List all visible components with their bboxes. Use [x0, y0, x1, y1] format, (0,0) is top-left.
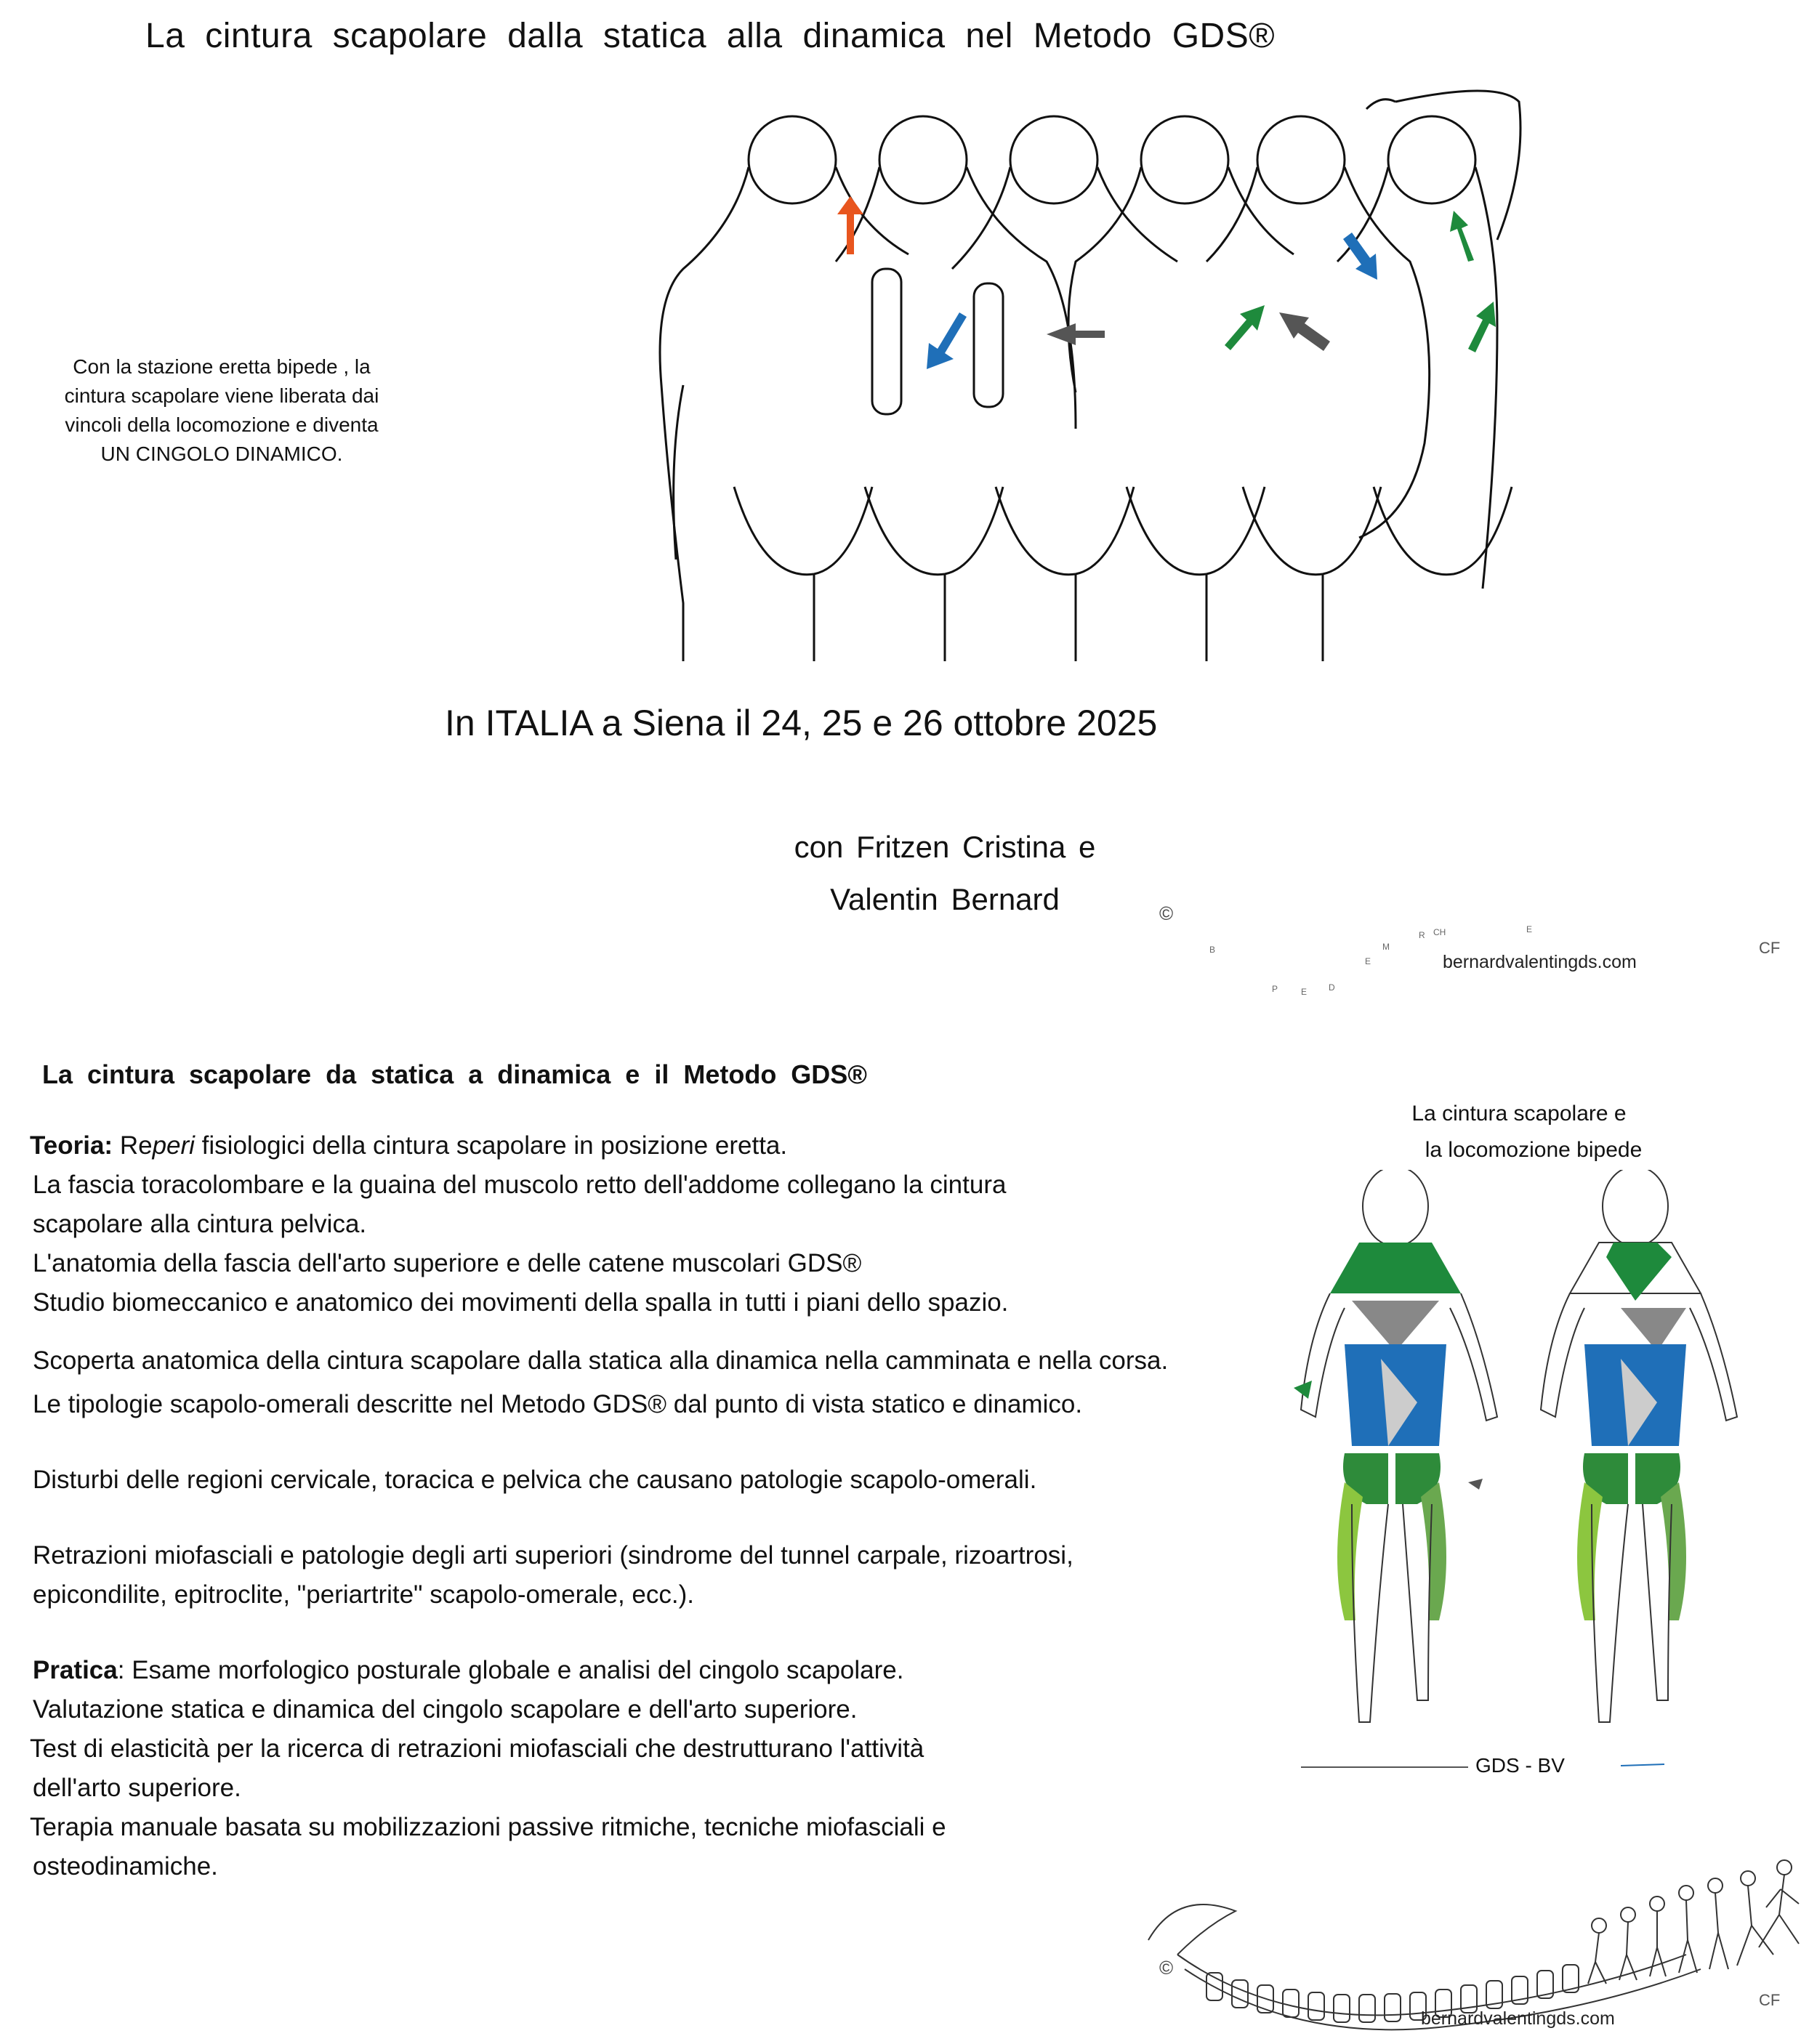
teachers — [727, 821, 1163, 926]
body-line: La fascia toracolombare e la guaina del muscolo retto dell'addome collegano la cintura — [33, 1171, 1007, 1199]
arc-letter: R — [1419, 930, 1425, 940]
walking-figure-right — [1541, 1170, 1737, 1722]
event-date-location: In ITALIA a Siena il 24, 25 e 26 ottobre 2025 — [445, 703, 1158, 743]
arc-letter: E — [1365, 956, 1371, 966]
page-title: La cintura scapolare dalla statica alla dinamica nel Metodo GDS® — [145, 17, 1276, 55]
figure-5 — [1206, 116, 1430, 661]
arc-letter: D — [1329, 982, 1335, 993]
teachers-line: con Fritzen Cristina e — [794, 830, 1096, 864]
muscle-chains-illustration — [1272, 1170, 1795, 1788]
body-line: Terapia manuale basata su mobilizzazioni passive ritmiche, tecniche miofasciali e — [30, 1813, 946, 1841]
pratica-label: Pratica — [33, 1656, 118, 1684]
green-arrow-3 — [1468, 302, 1496, 352]
body-line: Valutazione statica e dinamica del cingolo scapolare e dell'arto superiore. — [33, 1695, 858, 1724]
section-heading: La cintura scapolare da statica a dinamica e il Metodo GDS® — [42, 1059, 867, 1089]
website-link[interactable]: bernardvalentingds.com — [1443, 952, 1637, 972]
initials-bottom: CF — [1759, 1991, 1781, 2009]
intro-line: Con la stazione eretta bipede , la — [73, 355, 371, 378]
body-line: Disturbi delle regioni cervicale, toracica e pelvica che causano patologie scapolo-omerali. — [33, 1466, 1037, 1494]
intro-text — [29, 352, 414, 469]
body-line: dell'arto superiore. — [33, 1774, 241, 1802]
intro-line: vincoli della locomozione e diventa — [65, 413, 379, 436]
initials: CF — [1759, 939, 1781, 957]
caption-line: La cintura scapolare e — [1411, 1102, 1627, 1126]
pratica-line: Pratica: Esame morfologico posturale globale e analisi del cingolo scapolare. — [33, 1656, 904, 1684]
arc-letter: B — [1209, 945, 1216, 955]
arc-letter: E — [1526, 924, 1533, 934]
body-line: L'anatomia della fascia dell'arto superiore e delle catene muscolari GDS® — [33, 1249, 862, 1277]
teoria-line: Teoria: Reperi fisiologici della cintura scapolare in posizione eretta. — [30, 1131, 788, 1160]
copyright-symbol: © — [1159, 902, 1174, 924]
arc-letter: CH — [1433, 927, 1446, 937]
green-arrow-2 — [1450, 211, 1474, 262]
shoulder-girdle-figures-illustration — [640, 80, 1555, 661]
body-line: Le tipologie scapolo-omerali descritte nel Metodo GDS® dal punto di vista statico e dinamico. — [33, 1390, 1083, 1418]
teoria-label: Teoria: — [30, 1131, 113, 1160]
walking-figure-left — [1294, 1170, 1497, 1722]
grey-arrow-2 — [1279, 312, 1330, 351]
teachers-line: Valentin Bernard — [830, 882, 1060, 916]
body-line: epicondilite, epitroclite, "periartrite" scapolo-omerale, ecc.). — [33, 1580, 694, 1609]
caption-line: la locomozione bipede — [1425, 1138, 1643, 1162]
figure-3 — [952, 116, 1177, 661]
arc-letter: E — [1301, 987, 1308, 997]
figure-label: GDS - BV — [1475, 1754, 1565, 1777]
website-link-bottom[interactable]: bernardvalentingds.com — [1421, 2008, 1615, 2029]
arc-letter: M — [1382, 942, 1390, 952]
movement-arrows — [837, 196, 1496, 369]
body-line: scapolare alla cintura pelvica. — [33, 1210, 367, 1238]
body-line: Scoperta anatomica della cintura scapolare dalla statica alla dinamica nella camminata e nella corsa. — [33, 1346, 1169, 1375]
blue-arrow — [927, 312, 967, 369]
intro-line: cintura scapolare viene liberata dai — [64, 384, 379, 407]
blue-arrow-2 — [1343, 233, 1377, 280]
grey-arrow — [1047, 323, 1105, 345]
body-line: Studio biomeccanico e anatomico dei movimenti della spalla in tutti i piani dello spazio. — [33, 1288, 1009, 1317]
intro-line: UN CINGOLO DINAMICO. — [100, 443, 343, 465]
program-description — [30, 1126, 1225, 1886]
body-line: osteodinamiche. — [33, 1852, 218, 1881]
figure-4 — [1068, 116, 1294, 661]
body-line: Retrazioni miofasciali e patologie degli arti superiori (sindrome del tunnel carpale, rizoartrosi, — [33, 1541, 1073, 1570]
arc-letter: P — [1272, 984, 1278, 994]
figure-2 — [836, 116, 1076, 661]
body-line: Test di elasticità per la ricerca di retrazioni miofasciali che destrutturano l'attività — [30, 1734, 924, 1763]
copyright-symbol-bottom: © — [1159, 1957, 1174, 1979]
green-arrow — [1225, 305, 1265, 350]
figure-caption — [1330, 1096, 1708, 1168]
